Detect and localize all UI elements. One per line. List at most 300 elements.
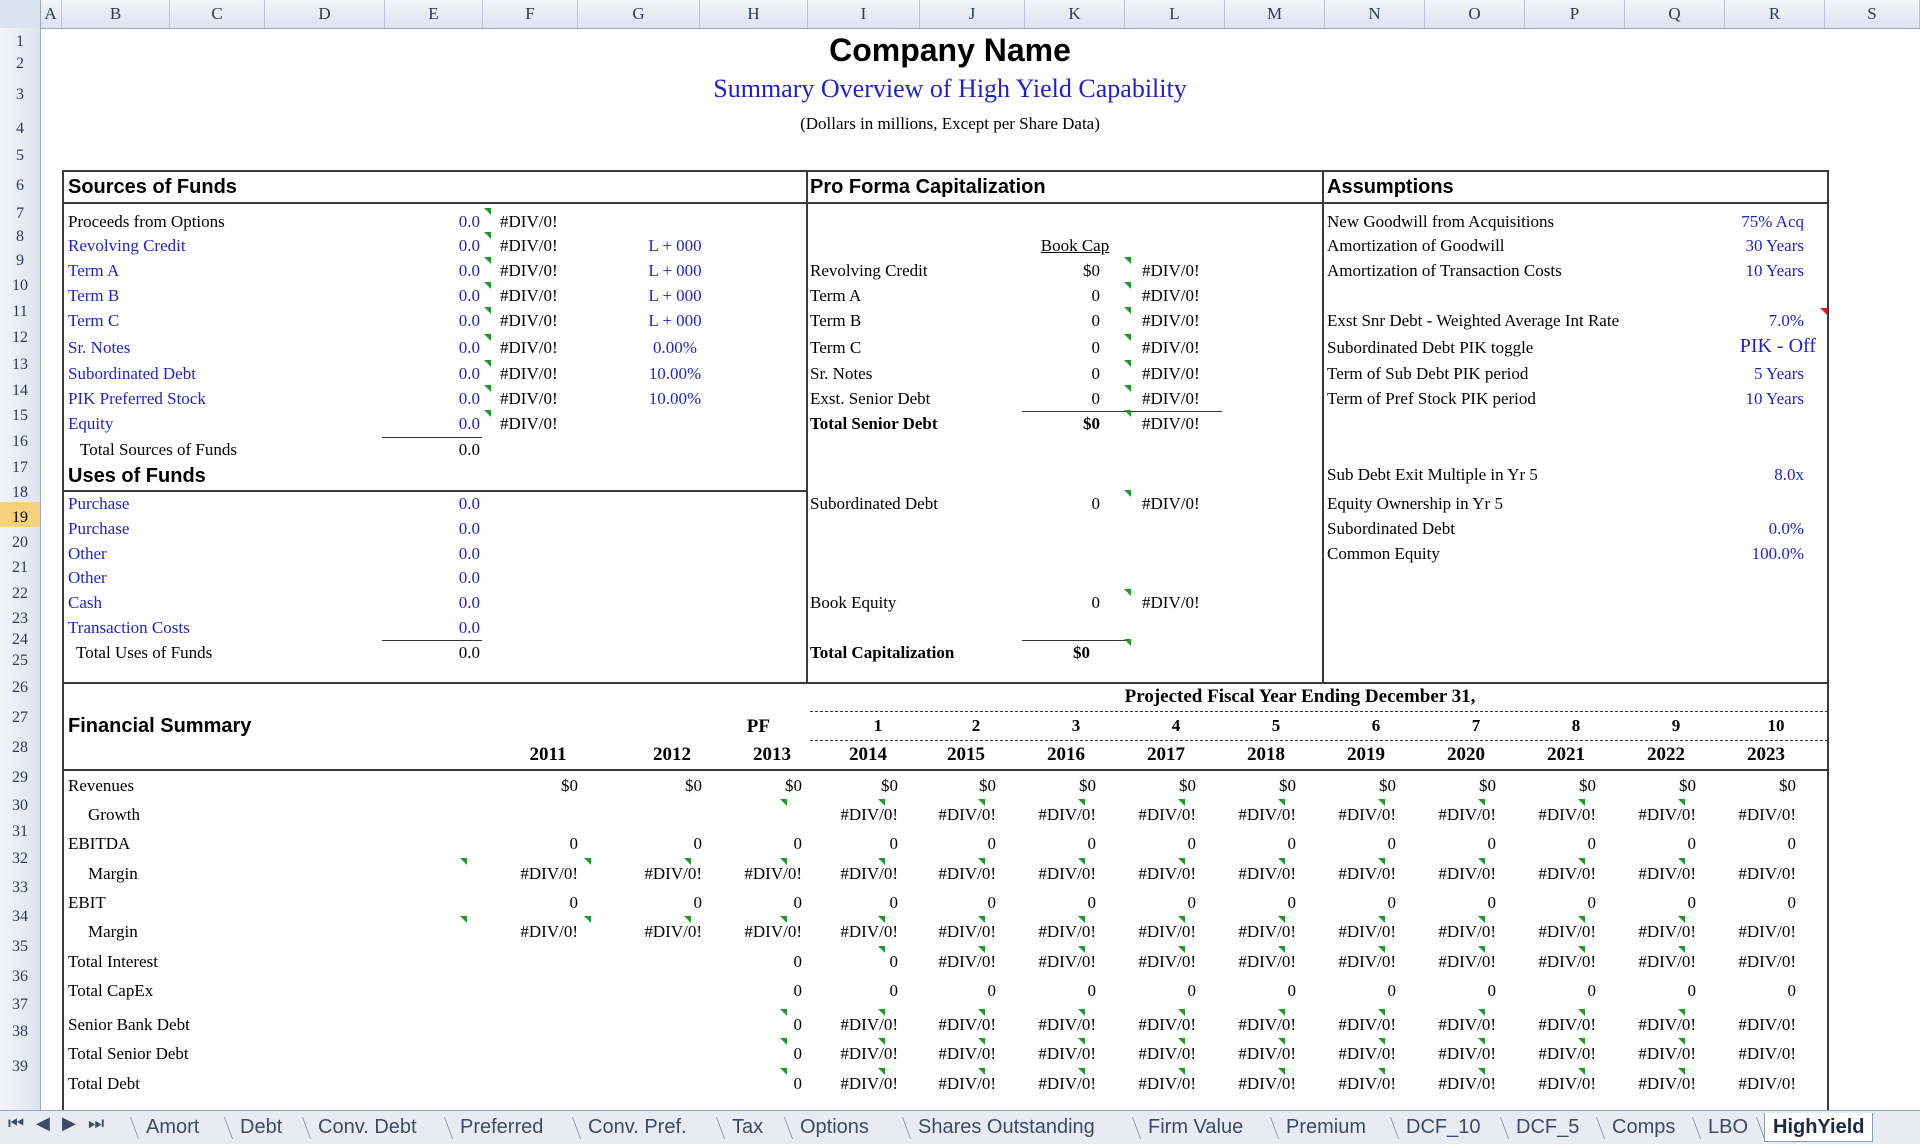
row-header-20[interactable]: 20 bbox=[12, 534, 28, 551]
financial-cell: 0 bbox=[889, 893, 898, 912]
proforma-pct: #DIV/0! bbox=[1142, 286, 1200, 305]
proforma-value: 0 bbox=[1091, 338, 1100, 357]
formula-indicator bbox=[484, 385, 491, 392]
column-header-F[interactable]: F bbox=[483, 0, 578, 28]
source-label[interactable]: Revolving Credit bbox=[68, 236, 186, 255]
source-value[interactable]: 0.0 bbox=[458, 414, 480, 433]
financial-cell: #DIV/0! bbox=[840, 1015, 898, 1034]
assumption-value[interactable]: 10 Years bbox=[1745, 389, 1804, 408]
sheet-tab-conv-pref-[interactable]: Conv. Pref. bbox=[588, 1116, 687, 1138]
formula-indicator bbox=[484, 360, 491, 367]
source-label[interactable]: Sr. Notes bbox=[68, 338, 131, 357]
row-header-35[interactable]: 35 bbox=[12, 938, 28, 955]
total-senior-pct: #DIV/0! bbox=[1142, 414, 1200, 433]
financial-cell: 0 bbox=[1187, 981, 1196, 1000]
financial-row-label: Total Interest bbox=[68, 952, 158, 971]
formula-indicator bbox=[978, 858, 985, 865]
sub-debt-pct: #DIV/0! bbox=[1142, 494, 1200, 513]
formula-indicator bbox=[1478, 946, 1485, 953]
source-pct: #DIV/0! bbox=[500, 236, 558, 255]
use-value[interactable]: 0.0 bbox=[458, 494, 480, 513]
formula-indicator bbox=[780, 1009, 787, 1016]
use-value[interactable]: 0.0 bbox=[458, 568, 480, 587]
formula-indicator bbox=[484, 410, 491, 417]
financial-cell: #DIV/0! bbox=[644, 922, 702, 941]
formula-indicator bbox=[1678, 1009, 1685, 1016]
financial-cell: #DIV/0! bbox=[1038, 864, 1096, 883]
row-header-18[interactable]: 18 bbox=[12, 484, 28, 501]
year-header: 2015 bbox=[947, 744, 985, 765]
financial-cell: 0 bbox=[987, 834, 996, 853]
sub-debt-value: 0 bbox=[1091, 494, 1100, 513]
last-sheet-icon[interactable]: ⏭ bbox=[88, 1113, 105, 1134]
year-header: 2013 bbox=[753, 744, 791, 765]
year-header: 2014 bbox=[849, 744, 887, 765]
source-terms[interactable]: L + 000 bbox=[648, 261, 702, 280]
sheet-tab-shares-outstanding[interactable]: Shares Outstanding bbox=[918, 1116, 1095, 1138]
financial-row-label: EBITDA bbox=[68, 834, 131, 853]
formula-indicator bbox=[1478, 858, 1485, 865]
sources-title: Sources of Funds bbox=[68, 176, 237, 198]
financial-cell: #DIV/0! bbox=[1338, 1044, 1396, 1063]
formula-indicator bbox=[1378, 916, 1385, 923]
formula-indicator bbox=[978, 1009, 985, 1016]
report-subtitle: Summary Overview of High Yield Capability bbox=[713, 74, 1187, 103]
assumption-value[interactable]: 7.0% bbox=[1768, 311, 1804, 330]
formula-indicator bbox=[780, 916, 787, 923]
next-sheet-icon[interactable]: ▶ bbox=[62, 1113, 76, 1134]
source-terms[interactable]: L + 000 bbox=[648, 286, 702, 305]
row-header-6[interactable]: 6 bbox=[16, 177, 24, 194]
source-label[interactable]: Term B bbox=[68, 286, 120, 305]
formula-indicator bbox=[978, 1068, 985, 1075]
column-header-bar bbox=[0, 0, 1920, 29]
financial-cell: $0 bbox=[561, 776, 578, 795]
period-header: 5 bbox=[1271, 716, 1281, 735]
period-header: 8 bbox=[1571, 716, 1581, 735]
source-value[interactable]: 0.0 bbox=[458, 236, 480, 255]
sheet-tab-tax[interactable]: Tax bbox=[732, 1116, 764, 1138]
formula-indicator bbox=[1278, 799, 1285, 806]
source-label[interactable]: PIK Preferred Stock bbox=[68, 389, 206, 408]
source-value[interactable]: 0.0 bbox=[458, 212, 480, 231]
column-header-J[interactable]: J bbox=[920, 0, 1025, 28]
column-header-A[interactable]: A bbox=[40, 0, 62, 28]
proforma-label: Revolving Credit bbox=[810, 261, 928, 280]
assumption-label: Exst Snr Debt - Weighted Average Int Rate bbox=[1327, 311, 1620, 330]
financial-cell: #DIV/0! bbox=[1338, 1015, 1396, 1034]
book-equity-value: 0 bbox=[1091, 593, 1100, 612]
column-header-C[interactable]: C bbox=[170, 0, 265, 28]
formula-indicator bbox=[584, 916, 591, 923]
financial-cell: #DIV/0! bbox=[938, 1015, 996, 1034]
formula-indicator bbox=[1678, 858, 1685, 865]
formula-indicator bbox=[1378, 858, 1385, 865]
column-header-B[interactable]: B bbox=[62, 0, 170, 28]
source-pct: #DIV/0! bbox=[500, 212, 558, 231]
formula-indicator bbox=[1124, 282, 1131, 289]
formula-indicator bbox=[1378, 946, 1385, 953]
row-header-12[interactable]: 12 bbox=[12, 329, 28, 346]
formula-indicator bbox=[1378, 799, 1385, 806]
formula-indicator bbox=[1278, 916, 1285, 923]
formula-indicator bbox=[460, 858, 467, 865]
formula-indicator bbox=[1578, 916, 1585, 923]
use-label[interactable]: Purchase bbox=[68, 519, 130, 538]
row-header-17[interactable]: 17 bbox=[12, 459, 28, 476]
row-header-27[interactable]: 27 bbox=[12, 709, 28, 726]
source-terms[interactable]: 0.00% bbox=[653, 338, 697, 357]
assumption-label: Term of Pref Stock PIK period bbox=[1327, 389, 1536, 408]
financial-cell: 0 bbox=[1687, 893, 1696, 912]
financial-cell: #DIV/0! bbox=[1138, 1074, 1196, 1093]
assumption-value[interactable]: 0.0% bbox=[1768, 519, 1804, 538]
financial-cell: #DIV/0! bbox=[1238, 864, 1296, 883]
use-label[interactable]: Purchase bbox=[68, 494, 130, 513]
financial-cell: 0 bbox=[1787, 981, 1796, 1000]
formula-indicator bbox=[484, 257, 491, 264]
assumption-value[interactable]: 5 Years bbox=[1753, 364, 1804, 383]
assumption-label: Subordinated Debt bbox=[1327, 519, 1455, 538]
financial-cell: 0 bbox=[1287, 893, 1296, 912]
financial-cell: #DIV/0! bbox=[1438, 805, 1496, 824]
financial-cell: 0 bbox=[889, 834, 898, 853]
formula-indicator bbox=[1478, 799, 1485, 806]
financial-cell: #DIV/0! bbox=[1638, 922, 1696, 941]
period-header: 2 bbox=[971, 716, 981, 735]
source-label[interactable]: Subordinated Debt bbox=[68, 364, 196, 383]
financial-cell: #DIV/0! bbox=[840, 1044, 898, 1063]
row-header-22[interactable]: 22 bbox=[12, 585, 28, 602]
formula-indicator bbox=[1178, 858, 1185, 865]
source-terms[interactable]: L + 000 bbox=[648, 311, 702, 330]
row-header-26[interactable]: 26 bbox=[12, 679, 28, 696]
formula-indicator bbox=[1124, 360, 1131, 367]
assumption-value[interactable]: 30 Years bbox=[1745, 236, 1804, 255]
formula-indicator bbox=[1178, 1068, 1185, 1075]
sheet-tab-amort[interactable]: Amort bbox=[146, 1116, 200, 1138]
row-header-32[interactable]: 32 bbox=[12, 850, 28, 867]
row-header-10[interactable]: 10 bbox=[12, 277, 28, 294]
source-terms[interactable]: 10.00% bbox=[648, 364, 702, 383]
formula-indicator bbox=[1478, 1009, 1485, 1016]
financial-cell: #DIV/0! bbox=[1738, 1074, 1796, 1093]
formula-indicator bbox=[878, 946, 885, 953]
row-header-38[interactable]: 38 bbox=[12, 1023, 28, 1040]
row-header-29[interactable]: 29 bbox=[12, 769, 28, 786]
row-header-34[interactable]: 34 bbox=[12, 908, 28, 925]
financial-cell: 0 bbox=[987, 893, 996, 912]
financial-cell: 0 bbox=[1387, 981, 1396, 1000]
sheet-tab-firm-value[interactable]: Firm Value bbox=[1148, 1116, 1244, 1138]
row-header-31[interactable]: 31 bbox=[12, 823, 28, 840]
column-header-D[interactable]: D bbox=[265, 0, 385, 28]
proforma-label: Sr. Notes bbox=[810, 364, 873, 383]
source-pct: #DIV/0! bbox=[500, 364, 558, 383]
year-header: 2016 bbox=[1047, 744, 1085, 765]
row-header-13[interactable]: 13 bbox=[12, 356, 28, 373]
year-header: 2021 bbox=[1547, 744, 1585, 765]
sheet-tab-conv-debt[interactable]: Conv. Debt bbox=[318, 1116, 417, 1138]
period-header: 4 bbox=[1171, 716, 1181, 735]
formula-indicator bbox=[1124, 589, 1131, 596]
column-header-K[interactable]: K bbox=[1025, 0, 1125, 28]
formula-indicator bbox=[1278, 858, 1285, 865]
formula-indicator bbox=[1278, 1068, 1285, 1075]
row-header-33[interactable]: 33 bbox=[12, 879, 28, 896]
source-terms[interactable]: L + 000 bbox=[648, 236, 702, 255]
book-cap-header: Book Cap bbox=[1040, 236, 1110, 255]
sheet-tab-dcf-5[interactable]: DCF_5 bbox=[1516, 1116, 1580, 1138]
financial-cell: $0 bbox=[1679, 776, 1696, 795]
financial-row-label: Senior Bank Debt bbox=[68, 1015, 190, 1034]
financial-cell: $0 bbox=[1579, 776, 1596, 795]
sheet-tab-preferred[interactable]: Preferred bbox=[460, 1116, 544, 1138]
row-header-5[interactable]: 5 bbox=[16, 147, 24, 164]
use-value[interactable]: 0.0 bbox=[458, 519, 480, 538]
formula-indicator bbox=[684, 916, 691, 923]
financial-cell: #DIV/0! bbox=[744, 922, 802, 941]
first-sheet-icon[interactable]: ⏮ bbox=[8, 1113, 25, 1134]
financial-cell: #DIV/0! bbox=[644, 864, 702, 883]
use-label[interactable]: Transaction Costs bbox=[68, 618, 190, 637]
source-value[interactable]: 0.0 bbox=[458, 338, 480, 357]
financial-cell: $0 bbox=[1279, 776, 1296, 795]
financial-cell: #DIV/0! bbox=[1638, 864, 1696, 883]
column-header-G[interactable]: G bbox=[578, 0, 700, 28]
sheet-tab-comps[interactable]: Comps bbox=[1612, 1116, 1676, 1138]
financial-cell: 0 bbox=[1087, 981, 1096, 1000]
proforma-value: $0 bbox=[1083, 261, 1100, 280]
sub-debt-label: Subordinated Debt bbox=[810, 494, 938, 513]
row-header-15[interactable]: 15 bbox=[12, 407, 28, 424]
financial-cell: #DIV/0! bbox=[938, 805, 996, 824]
row-header-37[interactable]: 37 bbox=[12, 996, 28, 1013]
assumption-label: Term of Sub Debt PIK period bbox=[1327, 364, 1529, 383]
financial-cell: #DIV/0! bbox=[1438, 922, 1496, 941]
period-header: 7 bbox=[1471, 716, 1481, 735]
financial-cell: $0 bbox=[1379, 776, 1396, 795]
row-header-25[interactable]: 25 bbox=[12, 652, 28, 669]
column-header-L[interactable]: L bbox=[1125, 0, 1225, 28]
select-all-corner[interactable] bbox=[0, 0, 41, 28]
year-header: 2017 bbox=[1147, 744, 1185, 765]
financial-cell: #DIV/0! bbox=[938, 952, 996, 971]
row-header-24[interactable]: 24 bbox=[12, 631, 28, 648]
row-header-7[interactable]: 7 bbox=[16, 205, 24, 222]
financial-cell: 0 bbox=[1287, 981, 1296, 1000]
total-senior-label: Total Senior Debt bbox=[810, 414, 938, 433]
formula-indicator bbox=[1578, 946, 1585, 953]
row-header-11[interactable]: 11 bbox=[12, 303, 28, 320]
financial-cell: #DIV/0! bbox=[1338, 805, 1396, 824]
financial-cell: 0 bbox=[793, 1074, 802, 1093]
column-header-R[interactable]: R bbox=[1725, 0, 1825, 28]
financial-row-label: Revenues bbox=[68, 776, 135, 795]
financial-cell: #DIV/0! bbox=[1638, 1074, 1696, 1093]
projected-line-bottom bbox=[810, 740, 1828, 741]
uses-total-label: Total Uses of Funds bbox=[76, 643, 213, 662]
row-header-23[interactable]: 23 bbox=[12, 610, 28, 627]
sheet-tab-premium[interactable]: Premium bbox=[1286, 1116, 1367, 1138]
column-header-M[interactable]: M bbox=[1225, 0, 1325, 28]
formula-indicator bbox=[878, 1038, 885, 1045]
formula-indicator bbox=[878, 1068, 885, 1075]
financial-cell: #DIV/0! bbox=[1738, 952, 1796, 971]
formula-indicator bbox=[484, 282, 491, 289]
use-value[interactable]: 0.0 bbox=[458, 544, 480, 563]
prev-sheet-icon[interactable]: ◀ bbox=[36, 1113, 50, 1134]
units-note: (Dollars in millions, Except per Share Data) bbox=[800, 114, 1100, 133]
proforma-label: Term A bbox=[810, 286, 862, 305]
source-value[interactable]: 0.0 bbox=[458, 389, 480, 408]
column-header-S[interactable]: S bbox=[1825, 0, 1920, 28]
financial-cell: #DIV/0! bbox=[1038, 805, 1096, 824]
sheet-tab-debt[interactable]: Debt bbox=[240, 1116, 283, 1138]
financial-cell: #DIV/0! bbox=[1238, 1015, 1296, 1034]
financial-cell: 0 bbox=[1487, 893, 1496, 912]
source-label[interactable]: Term A bbox=[68, 261, 120, 280]
source-terms[interactable]: 10.00% bbox=[648, 389, 702, 408]
proforma-pct: #DIV/0! bbox=[1142, 364, 1200, 383]
formula-indicator bbox=[878, 916, 885, 923]
financial-cell: $0 bbox=[1079, 776, 1096, 795]
formula-indicator bbox=[1124, 639, 1131, 646]
year-header: 2023 bbox=[1747, 744, 1785, 765]
formula-indicator bbox=[1378, 1068, 1385, 1075]
row-header-2[interactable]: 2 bbox=[16, 55, 24, 72]
formula-indicator bbox=[584, 858, 591, 865]
assumption-value[interactable]: 8.0x bbox=[1774, 465, 1804, 484]
formula-indicator bbox=[878, 1009, 885, 1016]
formula-indicator bbox=[484, 334, 491, 341]
source-value[interactable]: 0.0 bbox=[458, 261, 480, 280]
financial-cell: $0 bbox=[1179, 776, 1196, 795]
row-header-39[interactable]: 39 bbox=[12, 1058, 28, 1075]
formula-indicator bbox=[484, 232, 491, 239]
financial-cell: #DIV/0! bbox=[938, 864, 996, 883]
financial-cell: 0 bbox=[1387, 834, 1396, 853]
financial-cell: 0 bbox=[1487, 981, 1496, 1000]
formula-indicator bbox=[780, 1068, 787, 1075]
source-pct: #DIV/0! bbox=[500, 389, 558, 408]
row-header-9[interactable]: 9 bbox=[16, 252, 24, 269]
financial-cell: 0 bbox=[1687, 834, 1696, 853]
row-header-4[interactable]: 4 bbox=[16, 120, 24, 137]
use-value[interactable]: 0.0 bbox=[458, 618, 480, 637]
source-label[interactable]: Equity bbox=[68, 414, 114, 433]
financial-cell: 0 bbox=[1587, 981, 1596, 1000]
assumption-label: Subordinated Debt PIK toggle bbox=[1327, 338, 1534, 357]
formula-indicator bbox=[1378, 1009, 1385, 1016]
financial-cell: 0 bbox=[569, 893, 578, 912]
formula-indicator bbox=[1078, 916, 1085, 923]
column-header-E[interactable]: E bbox=[385, 0, 483, 28]
column-header-P[interactable]: P bbox=[1525, 0, 1625, 28]
financial-cell: 0 bbox=[1687, 981, 1696, 1000]
row-header-14[interactable]: 14 bbox=[12, 382, 28, 399]
assumption-value[interactable]: 75% Acq bbox=[1741, 212, 1804, 231]
assumption-value[interactable]: 100.0% bbox=[1751, 544, 1804, 563]
financial-cell: #DIV/0! bbox=[1438, 864, 1496, 883]
use-label[interactable]: Cash bbox=[68, 593, 102, 612]
row-header-30[interactable]: 30 bbox=[12, 797, 28, 814]
source-value[interactable]: 0.0 bbox=[458, 311, 480, 330]
sheet-tab-lbo[interactable]: LBO bbox=[1708, 1116, 1749, 1138]
formula-indicator bbox=[978, 799, 985, 806]
divider-sources-proforma bbox=[806, 170, 808, 684]
use-label[interactable]: Other bbox=[68, 568, 107, 587]
column-header-Q[interactable]: Q bbox=[1625, 0, 1725, 28]
financial-cell: #DIV/0! bbox=[1538, 864, 1596, 883]
financial-cell: #DIV/0! bbox=[1638, 805, 1696, 824]
assumption-value[interactable]: PIK - Off bbox=[1739, 335, 1816, 357]
sheet-tab-highyield[interactable]: HighYield bbox=[1764, 1113, 1873, 1142]
row-header-8[interactable]: 8 bbox=[16, 228, 24, 245]
uses-title: Uses of Funds bbox=[68, 465, 206, 487]
assumption-label: Amortization of Goodwill bbox=[1327, 236, 1505, 255]
financial-cell: #DIV/0! bbox=[744, 864, 802, 883]
book-equity-pct: #DIV/0! bbox=[1142, 593, 1200, 612]
book-equity-label: Book Equity bbox=[810, 593, 897, 612]
column-header-N[interactable]: N bbox=[1325, 0, 1425, 28]
financial-cell: 0 bbox=[793, 1044, 802, 1063]
sheet-tab-dcf-10[interactable]: DCF_10 bbox=[1406, 1116, 1481, 1138]
row-header-36[interactable]: 36 bbox=[12, 968, 28, 985]
row-header-16[interactable]: 16 bbox=[12, 433, 28, 450]
formula-indicator bbox=[1478, 916, 1485, 923]
source-label[interactable]: Proceeds from Options bbox=[68, 212, 225, 231]
financial-cell: #DIV/0! bbox=[1638, 952, 1696, 971]
sheet-tab-options[interactable]: Options bbox=[800, 1116, 869, 1138]
financial-cell: 0 bbox=[1287, 834, 1296, 853]
column-header-O[interactable]: O bbox=[1425, 0, 1525, 28]
formula-indicator bbox=[484, 208, 491, 215]
source-value[interactable]: 0.0 bbox=[458, 364, 480, 383]
proforma-value: 0 bbox=[1091, 364, 1100, 383]
financial-cell: 0 bbox=[793, 952, 802, 971]
row-header-28[interactable]: 28 bbox=[12, 739, 28, 756]
year-header: 2011 bbox=[529, 744, 567, 765]
assumption-label: Common Equity bbox=[1327, 544, 1440, 563]
assumption-value[interactable]: 10 Years bbox=[1745, 261, 1804, 280]
financial-cell: #DIV/0! bbox=[1038, 1044, 1096, 1063]
financial-cell: 0 bbox=[569, 834, 578, 853]
row-header-21[interactable]: 21 bbox=[12, 559, 28, 576]
financial-cell: #DIV/0! bbox=[1438, 1044, 1496, 1063]
formula-indicator bbox=[1078, 1038, 1085, 1045]
financial-cell: #DIV/0! bbox=[1438, 952, 1496, 971]
financial-header-line bbox=[62, 769, 1829, 771]
financial-cell: #DIV/0! bbox=[1538, 1015, 1596, 1034]
use-value[interactable]: 0.0 bbox=[458, 593, 480, 612]
financial-cell: #DIV/0! bbox=[520, 922, 578, 941]
row-header-19[interactable]: 19 bbox=[0, 502, 40, 527]
formula-indicator bbox=[1278, 1038, 1285, 1045]
financial-row-label: Total Debt bbox=[68, 1074, 140, 1093]
financial-cell: #DIV/0! bbox=[1738, 864, 1796, 883]
sources-total-label: Total Sources of Funds bbox=[80, 440, 237, 459]
formula-indicator bbox=[1678, 1038, 1685, 1045]
column-header-H[interactable]: H bbox=[700, 0, 808, 28]
column-header-I[interactable]: I bbox=[808, 0, 920, 28]
source-label[interactable]: Term C bbox=[68, 311, 120, 330]
row-header-3[interactable]: 3 bbox=[16, 86, 24, 103]
use-label[interactable]: Other bbox=[68, 544, 107, 563]
comment-indicator[interactable] bbox=[1820, 308, 1827, 315]
row-header-1[interactable]: 1 bbox=[16, 33, 24, 50]
source-value[interactable]: 0.0 bbox=[458, 286, 480, 305]
